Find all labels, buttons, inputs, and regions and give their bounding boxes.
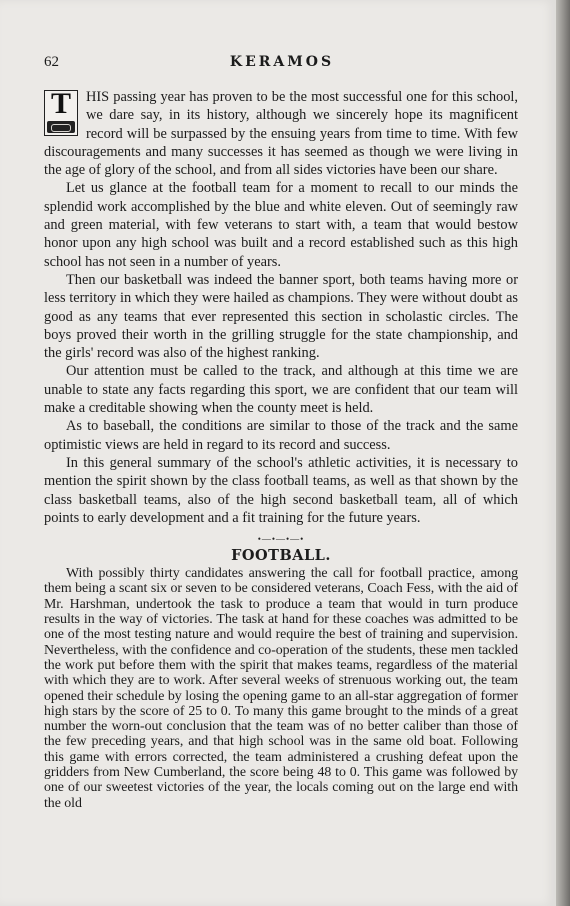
section-title: FOOTBALL. xyxy=(231,547,331,565)
paragraph-text: HIS passing year has proven to be the most successful one for this school, we dare say, in its history, although we sincerely hope its magnificent record will be surpassed by the ensuing years from time to time. With few discouragements and many successes it has seemed as though we were living in the age of glory of the school, and from all sides victories have been our share. xyxy=(44,89,518,179)
section-paragraph: With possibly thirty candidates answering the call for football practice, among them being a scant six or seven to be considered veterans, Coach Fess, with the aid of Mr. Harshman, undertook the task to produce a team that would in turn produce results in the way of victories. The task at hand for these coaches was admitted to be one of the most testing nature and would require the best of training and supervision. Nevertheless, with the confidence and co-operation of the students, these men tackled the work put before them with the spirit that makes teams, regardless of the material with which they are to work. After several weeks of strenuous working out, the team opened their schedule by losing the opening game to an all-star aggregation of former high stars by the score of 25 to 0. To many this game brought to the minds of a great number the worn-out conclusion that the team was of no better caliber than those of the few preceding years, and that high school was in the same old boat. Following this game with errors corrected, the team administered a crushing defeat upon the gridders from New Cumberland, the score being 48 to 0. This game was followed by one of our sweetest victories of the year, the locals coming out on the large end with the old xyxy=(44,566,518,811)
running-title: KERAMOS xyxy=(229,54,335,70)
paragraph: In this general summary of the school's athletic activities, it is necessary to mention the spirit shown by the class football teams, as well as that shown by the class basketball teams, also of the high second basketball team, all of which points to early development and a fit training for the future years. xyxy=(44,454,518,526)
page-number: 62 xyxy=(44,54,59,70)
page-header xyxy=(44,54,520,74)
page-body xyxy=(44,88,518,811)
drop-cap xyxy=(44,87,78,136)
paragraph: Then our basketball was indeed the banner sport, both teams having more or less territory in which they were hailed as champions. They were without doubt as good as any teams that ever represented this section in scholastic circles. The boys proved their worth in the grilling struggle for the state championship, and the girls' record was also of the highest ranking. xyxy=(44,271,518,362)
section-divider: •—•—•—• xyxy=(257,534,305,545)
book-gutter xyxy=(556,0,570,906)
drop-cap-letter: T xyxy=(50,87,71,120)
paragraph: As to baseball, the conditions are similar to those of the track and the same optimistic views are held in regard to its record and success. xyxy=(44,418,518,453)
paragraph: Let us glance at the football team for a moment to recall to our minds the splendid work accomplished by the blue and white eleven. Out of seemingly raw and green material, with few veterans to start with, a team that would bestow honor upon any high school was built and a record established such as this high school has not seen in a number of years. xyxy=(44,180,518,270)
paragraph: Our attention must be called to the track, and although at this time we are unable to state any facts regarding this sport, we are confident that our team will make a creditable showing when the county meet is held. xyxy=(44,363,518,417)
opening-paragraph xyxy=(44,88,518,179)
ornamental-scroll-icon xyxy=(47,121,75,133)
